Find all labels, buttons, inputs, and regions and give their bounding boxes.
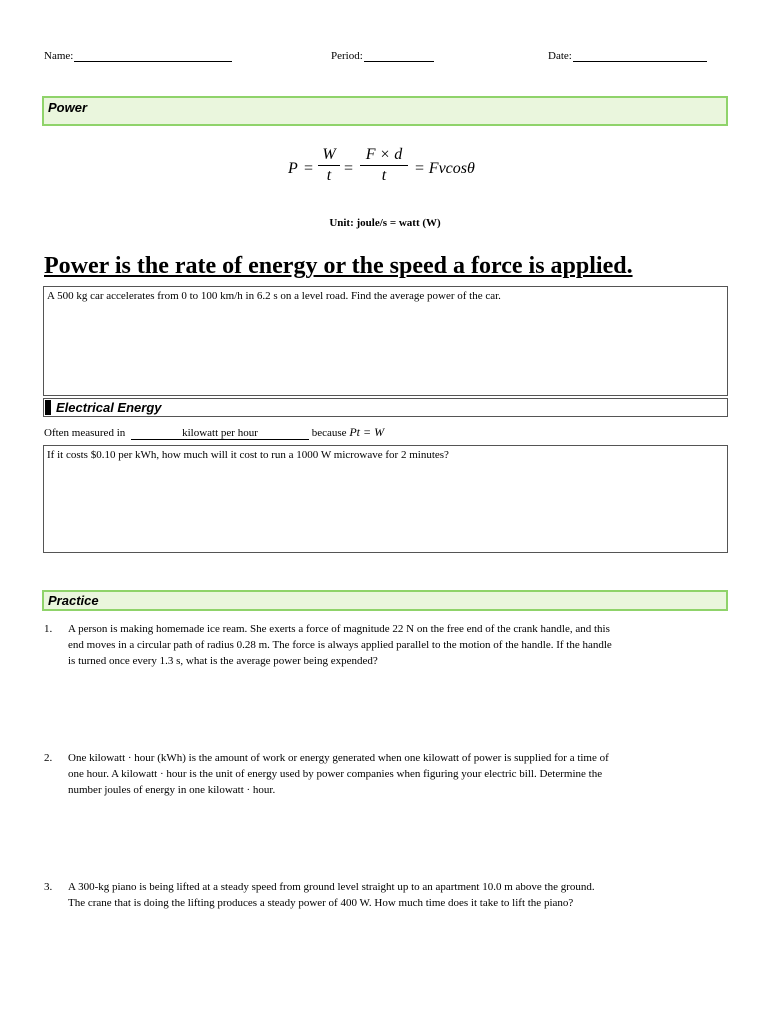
electrical-problem-box[interactable] <box>43 445 728 553</box>
electrical-section-bar <box>43 398 728 417</box>
electrical-section-title: Electrical Energy <box>56 400 162 415</box>
measured-sentence <box>44 425 384 440</box>
period-blank[interactable] <box>364 50 434 62</box>
sentence-formula: Pt = W <box>349 425 385 439</box>
question-line: One kilowatt · hour (kWh) is the amount of work or energy generated when one kilowatt of power is supplied for a time of <box>68 752 609 764</box>
power-problem-box[interactable] <box>43 286 728 396</box>
question-number: 3. <box>44 881 53 893</box>
date-label: Date: <box>548 50 572 62</box>
sentence-mid: because <box>311 427 347 439</box>
date-field[interactable] <box>548 50 707 62</box>
date-blank[interactable] <box>573 50 707 62</box>
formula-eq-2: = <box>344 160 354 177</box>
question-line: one hour. A kilowatt · hour is the unit of energy used by power companies when figuring your electric bill. Determine the <box>68 768 603 780</box>
power-section-title: Power <box>48 100 88 115</box>
question-number: 1. <box>44 623 53 635</box>
question-line: number joules of energy in one kilowatt · hour. <box>68 784 276 796</box>
question-line: A person is making homemade ice ream. She exerts a force of magnitude 22 N on the free end of the crank handle, and this <box>68 623 610 635</box>
name-field[interactable] <box>44 50 232 62</box>
section-marker <box>45 400 51 415</box>
formula-lhs: P <box>288 160 298 177</box>
fraction-2-denominator: t <box>381 167 387 184</box>
formula-fraction-2 <box>360 146 408 185</box>
question-line: is turned once every 1.3 s, what is the average power being expended? <box>68 655 378 667</box>
question-text <box>68 750 728 798</box>
practice-question-1 <box>0 621 770 681</box>
period-field[interactable] <box>331 50 434 62</box>
question-text <box>68 621 728 669</box>
question-number: 2. <box>44 752 53 764</box>
formula-rhs: = Fvcosθ <box>414 160 475 177</box>
practice-question-2 <box>0 750 770 810</box>
sentence-start: Often measured in <box>44 427 126 439</box>
question-text <box>68 879 728 911</box>
name-blank[interactable] <box>74 50 232 62</box>
fraction-1-numerator: W <box>322 146 336 163</box>
period-label: Period: <box>331 50 363 62</box>
practice-section-bar <box>42 590 728 611</box>
electrical-problem-text: If it costs $0.10 per kWh, how much will it cost to run a 1000 W microwave for 2 minutes? <box>47 449 449 461</box>
answer-blank[interactable] <box>131 427 309 440</box>
practice-question-3 <box>0 879 770 923</box>
fraction-1-denominator: t <box>326 167 332 184</box>
formula-fraction-1 <box>318 146 340 185</box>
question-line: A 300-kg piano is being lifted at a steady speed from ground level straight up to an apartment 10.0 m above the ground. <box>68 881 595 893</box>
power-heading: Power is the rate of energy or the speed a force is applied. <box>44 253 633 279</box>
name-label: Name: <box>44 50 74 62</box>
practice-section-title: Practice <box>48 593 99 608</box>
fraction-2-numerator: F × d <box>365 146 403 163</box>
formula-eq: = <box>304 160 314 177</box>
blank-answer: kilowatt per hour <box>182 427 258 439</box>
power-problem-text: A 500 kg car accelerates from 0 to 100 km/h in 6.2 s on a level road. Find the average power of the car. <box>47 290 501 302</box>
power-section-bar <box>42 96 728 126</box>
question-line: end moves in a circular path of radius 0.28 m. The force is always applied parallel to the motion of the handle. If the handle <box>68 639 612 651</box>
power-unit: Unit: joule/s = watt (W) <box>329 217 441 229</box>
power-formula <box>280 142 510 198</box>
question-line: The crane that is doing the lifting produces a steady power of 400 W. How much time does it take to lift the piano? <box>68 897 574 909</box>
